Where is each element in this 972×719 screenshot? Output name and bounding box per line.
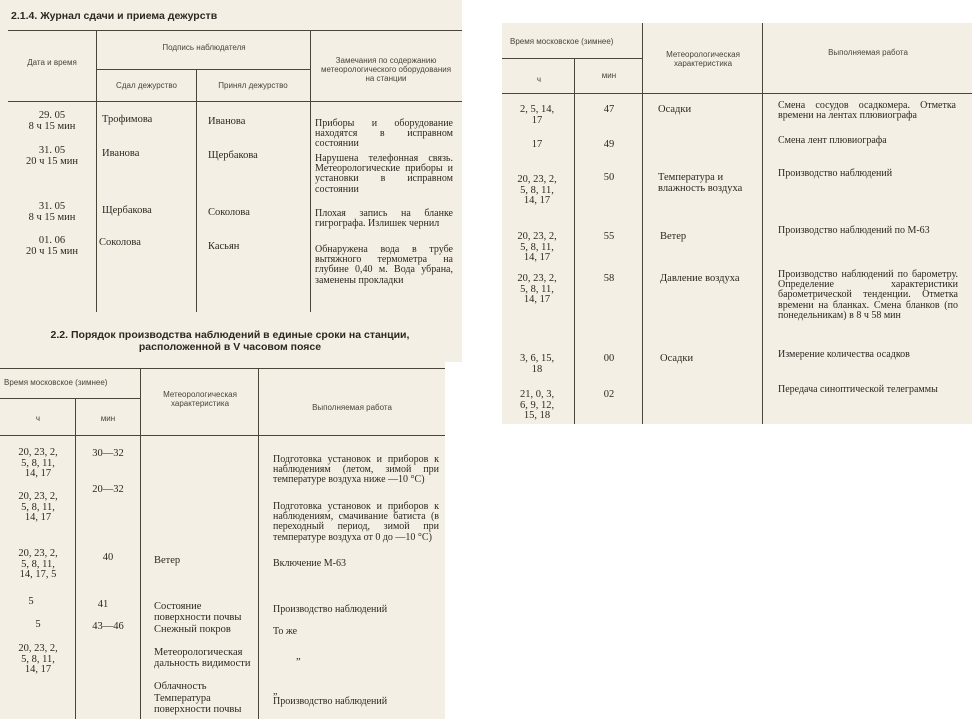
journal-accepted: Иванова [208,116,246,127]
journal-date: 31. 05 8 ч 15 мин [28,201,76,223]
schedule-characteristic: Давление воздуха [660,273,740,284]
journal-accepted: Соколова [208,207,250,218]
schedule-minutes: 49 [603,139,615,150]
schedule-minutes: 30—32 [92,448,124,459]
journal-handed-over: Соколова [99,237,141,248]
schedule-hours: 5 [35,619,41,630]
schedule-work: Подготовка установок и приборов к наблюдениям, смачивание батиста (в переходный период, зимой при температуре воздуха от 0 до —10 °С) [273,501,439,543]
header-minutes: мин [100,414,116,423]
schedule-hours: 20, 23, 2, 5, 8, 11, 14, 17 [517,174,557,207]
schedule-minutes: 40 [102,552,114,563]
journal-remark: Плохая запись на бланке гигрографа. Излишек чернил [315,208,453,230]
schedule-minutes: 47 [603,104,615,115]
schedule-work: Включение М-63 [273,558,346,569]
table-rule [96,30,97,312]
header-characteristic: Метеорологическая характеристика [163,390,237,409]
journal-accepted: Касьян [208,241,240,252]
ditto-mark: „ [296,651,301,662]
header-handed-over: Сдал дежурство [116,81,177,90]
schedule-hours: 17 [531,139,543,150]
table-rule [0,398,140,399]
journal-handed-over: Иванова [102,148,140,159]
table-rule [258,368,259,719]
schedule-hours: 20, 23, 2, 5, 8, 11, 14, 17 [517,273,557,306]
schedule-characteristic: Облачность [154,681,207,692]
schedule-hours: 21, 0, 3, 6, 9, 12, 15, 18 [519,389,555,422]
header-moscow-time: Время московское (зимнее) [4,378,108,387]
schedule-work: Измерение количества осадков [778,349,910,360]
schedule-work: Производство наблюдений [778,168,893,179]
journal-handed-over: Щербакова [102,205,152,216]
schedule-hours: 20, 23, 2, 5, 8, 11, 14, 17, 5 [18,548,58,581]
table-rule [196,69,197,312]
table-rule [502,93,972,94]
table-rule [0,368,445,369]
table-rule [642,23,643,424]
schedule-page-2 [502,23,972,424]
schedule-characteristic: Ветер [154,555,181,566]
schedule-characteristic: Осадки [658,104,692,115]
table-rule [140,368,141,719]
schedule-work: То же [273,626,298,637]
schedule-hours: 20, 23, 2, 5, 8, 11, 14, 17 [18,643,58,676]
schedule-minutes: 02 [603,389,615,400]
schedule-characteristic: Снежный покров [154,624,231,635]
schedule-hours: 2, 5, 14, 17 [519,104,555,126]
schedule-minutes: 58 [603,273,615,284]
schedule-hours: 3, 6, 15, 18 [519,353,555,375]
table-rule [0,435,445,436]
schedule-characteristic: Состояние поверхности почвы [154,601,242,623]
header-work: Выполняемая работа [312,403,392,412]
header-accepted: Принял дежурство [218,81,288,90]
journal-accepted: Щербакова [208,150,258,161]
schedule-hours: 5 [28,596,34,607]
table-rule [97,69,310,70]
schedule-characteristic: Осадки [660,353,694,364]
journal-remark: Обнаружена вода в трубе вытяжного термометра на глубине 0,40 м. Вода убрана, заменены прокладки [315,244,453,286]
schedule-work: Подготовка установок и приборов к наблюдениям (летом, зимой при температуре воздуха ниже —10 °С) [273,454,439,486]
schedule-characteristic: Метеорологическая дальность видимости [154,647,251,669]
schedule-minutes: 00 [603,353,615,364]
section-title-2-1-4: 2.1.4. Журнал сдачи и приема дежурств [11,10,218,22]
schedule-work: „ Производство наблюдений [273,686,388,708]
table-rule [762,23,763,424]
table-rule [574,58,575,424]
schedule-minutes: 50 [603,172,615,183]
header-characteristic: Метеорологическая характеристика [666,50,740,69]
schedule-minutes: 43—46 [92,621,124,632]
schedule-work: Смена лент плювиографа [778,135,887,146]
header-hours: ч [35,414,41,423]
schedule-hours: 20, 23, 2, 5, 8, 11, 14, 17 [517,231,557,264]
schedule-work: Производство наблюдений по М-63 [778,225,930,236]
journal-remark: Нарушена телефонная связь. Метеорологические приборы и установки в исправном состоянии [315,153,453,195]
table-rule [8,101,462,102]
journal-page [0,0,462,362]
journal-date: 01. 06 20 ч 15 мин [25,235,79,257]
table-rule [310,30,311,312]
header-minutes: мин [601,71,617,80]
schedule-minutes: 20—32 [92,484,124,495]
schedule-work: Производство наблюдений по барометру. Определение характеристики барометрической тенденции. Отметка времени на бланках. Смена бланков (по понедельникам) в 8 ч 58 мин [778,269,958,321]
schedule-hours: 20, 23, 2, 5, 8, 11, 14, 17 [18,447,58,480]
header-moscow-time: Время московское (зимнее) [510,37,614,46]
schedule-characteristic: Ветер [660,231,687,242]
header-observer-signature: Подпись наблюдателя [162,43,246,52]
journal-date: 31. 05 20 ч 15 мин [25,145,79,167]
schedule-work: Производство наблюдений [273,604,388,615]
schedule-minutes: 55 [603,231,615,242]
header-remarks: Замечания по содержанию метеорологического оборудования на станции [320,56,452,84]
table-rule [502,58,642,59]
journal-remark: Приборы и оборудование находятся в исправном состоянии [315,118,453,150]
schedule-minutes: 41 [97,599,109,610]
journal-date: 29. 05 8 ч 15 мин [28,110,76,132]
table-rule [75,398,76,719]
section-title-2-2: 2.2. Порядок производства наблюдений в единые сроки на станции, расположенной в V часовом поясе [50,329,410,353]
header-date-time: Дата и время [27,58,77,67]
schedule-work: Передача синоптической телеграммы [778,384,938,395]
schedule-characteristic: Температура поверхности почвы [154,693,242,715]
schedule-characteristic: Температура и влажность воздуха [658,172,743,194]
schedule-work: Смена сосудов осадкомера. Отметка времени на лентах плювиографа [778,100,956,122]
header-hours: ч [536,75,542,84]
schedule-hours: 20, 23, 2, 5, 8, 11, 14, 17 [18,491,58,524]
journal-handed-over: Трофимова [102,114,153,125]
table-rule [8,30,462,31]
header-work: Выполняемая работа [828,48,908,57]
schedule-page-1 [0,362,445,719]
